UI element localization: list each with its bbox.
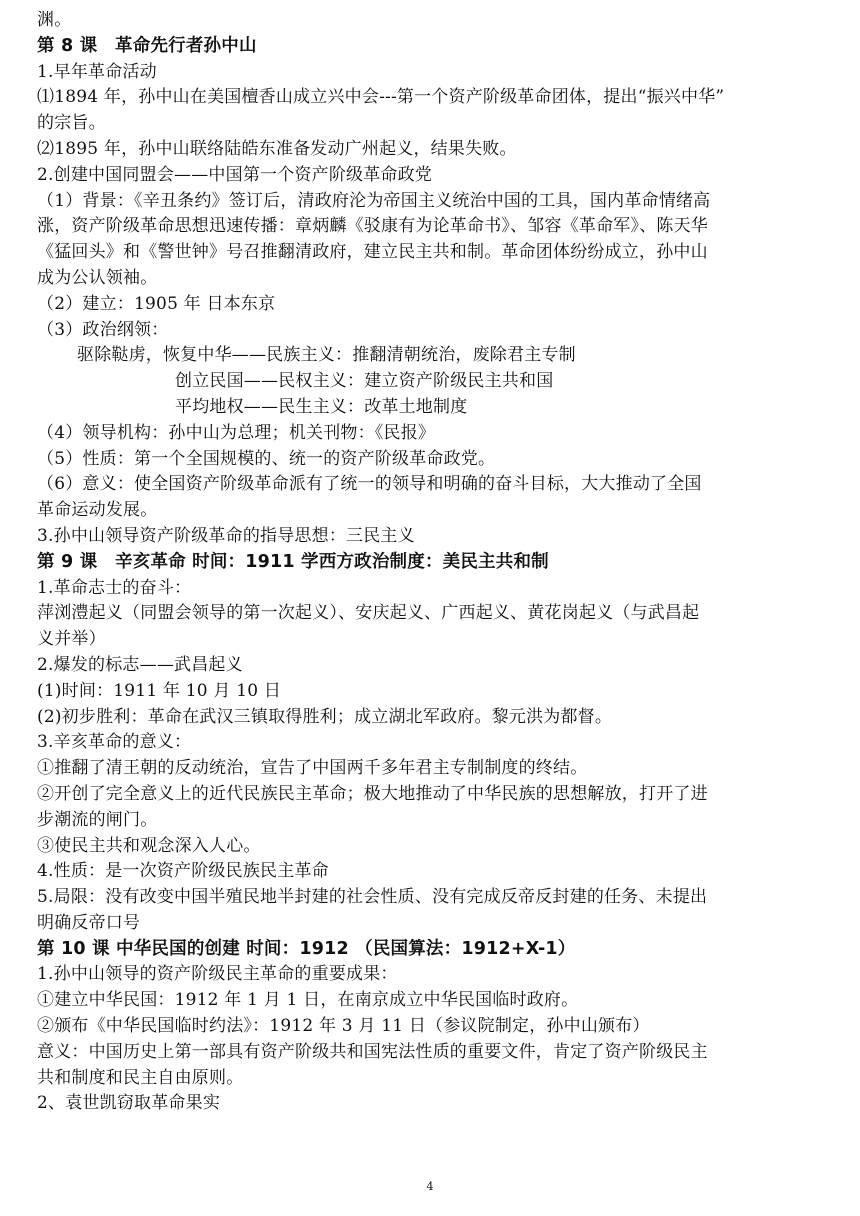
text-line: 涨，资产阶级革命思想迅速传播：章炳麟《驳康有为论革命书》、邹容《革命军》、陈天华 xyxy=(37,216,708,237)
text-line: ③使民主共和观念深入人心。 xyxy=(37,835,261,856)
text-line: （6）意义：使全国资产阶级革命派有了统一的领导和明确的奋斗目标，大大推动了全国 xyxy=(37,474,702,495)
text-line: （2）建立：1905 年 日本东京 xyxy=(37,293,276,314)
text-line: 明确反帝口号 xyxy=(37,912,141,933)
text-line: 2、袁世凯窃取革命果实 xyxy=(37,1093,221,1114)
text-line: 4.性质：是一次资产阶级民族民主革命 xyxy=(37,861,329,882)
text-line: 义并举） xyxy=(37,629,106,650)
text-line: 《猛回头》和《警世钟》号召推翻清政府，建立民主共和制。革命团体纷纷成立，孙中山 xyxy=(37,242,708,263)
document-body xyxy=(37,8,827,1117)
text-line: ⑵1895 年，孙中山联络陆皓东准备发动广州起义，结果失败。 xyxy=(37,138,517,159)
text-line: 5.局限：没有改变中国半殖民地半封建的社会性质、没有完成反帝反封建的任务、未提出 xyxy=(37,887,708,908)
text-line: 革命运动发展。 xyxy=(37,500,158,521)
text-line: 3.辛亥革命的意义： xyxy=(37,732,192,753)
text-line: 的宗旨。 xyxy=(37,113,106,134)
text-line: 2.创建中国同盟会——中国第一个资产阶级革命政党 xyxy=(37,164,433,185)
text-line: ②开创了完全意义上的近代民族民主革命；极大地推动了中华民族的思想解放，打开了进 xyxy=(37,783,708,804)
section-heading: 第 8 课 革命先行者孙中山 xyxy=(37,35,257,56)
text-line: 1.早年革命活动 xyxy=(37,61,157,82)
text-line: （4）领导机构：孙中山为总理；机关刊物：《民报》 xyxy=(37,422,436,443)
text-line: 驱除鞑虏，恢复中华——民族主义：推翻清朝统治，废除君主专制 xyxy=(77,345,576,366)
text-line: 1.孙中山领导的资产阶级民主革命的重要成果： xyxy=(37,964,398,985)
text-line: 平均地权——民生主义：改革土地制度 xyxy=(175,396,468,417)
text-line: 创立民国——民权主义：建立资产阶级民主共和国 xyxy=(175,371,554,392)
text-line: (1)时间：1911 年 10 月 10 日 xyxy=(37,680,282,701)
text-line: （3）政治纲领： xyxy=(37,319,169,340)
text-line: 1.革命志士的奋斗： xyxy=(37,577,192,598)
text-line: ②颁布《中华民国临时约法》：1912 年 3 月 11 日（参议院制定，孙中山颁布） xyxy=(37,1016,650,1037)
text-line: 步潮流的闸门。 xyxy=(37,809,158,830)
text-line: 3.孙中山领导资产阶级革命的指导思想：三民主义 xyxy=(37,525,415,546)
text-line: 意义：中国历史上第一部具有资产阶级共和国宪法性质的重要文件，肯定了资产阶级民主 xyxy=(37,1041,708,1062)
text-line: （5）性质：第一个全国规模的、统一的资产阶级革命政党。 xyxy=(37,448,496,469)
text-line: 共和制度和民主自由原则。 xyxy=(37,1067,244,1088)
text-line: 萍浏澧起义（同盟会领导的第一次起义）、安庆起义、广西起义、黄花岗起义（与武昌起 xyxy=(37,603,700,624)
text-line: ①建立中华民国：1912 年 1 月 1 日，在南京成立中华民国临时政府。 xyxy=(37,990,579,1011)
text-line: ①推翻了清王朝的反动统治，宣告了中国两千多年君主专制制度的终结。 xyxy=(37,758,588,779)
text-line: 2.爆发的标志——武昌起义 xyxy=(37,654,243,675)
section-heading: 第 9 课 辛亥革命 时间：1911 学西方政治制度：美民主共和制 xyxy=(37,551,549,572)
section-heading: 第 10 课 中华民国的创建 时间：1912 （民国算法：1912+X-1） xyxy=(37,938,576,959)
text-line: 渊。 xyxy=(37,10,72,30)
text-line: ⑴1894 年，孙中山在美国檀香山成立兴中会---第一个资产阶级革命团体，提出“振兴中华” xyxy=(37,87,725,108)
text-line: 成为公认领袖。 xyxy=(37,267,158,288)
page-number: 4 xyxy=(426,1180,434,1193)
text-line: （1）背景：《辛丑条约》签订后，清政府沦为帝国主义统治中国的工具，国内革命情绪高 xyxy=(37,190,711,211)
text-line: (2)初步胜利：革命在武汉三镇取得胜利；成立湖北军政府。黎元洪为都督。 xyxy=(37,706,613,727)
